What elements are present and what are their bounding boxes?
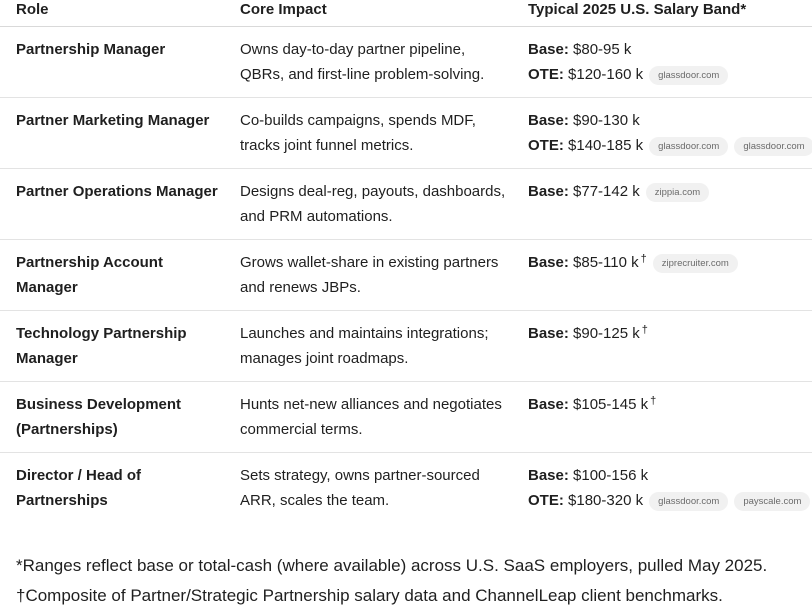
table-row — [0, 453, 812, 524]
core-impact-cell: Owns day-to-day partner pipeline, QBRs, and first-line problem-solving. — [240, 41, 485, 83]
role-cell: Partner Operations Manager — [16, 183, 218, 200]
core-impact-cell: Co-builds campaigns, spends MDF, tracks joint funnel metrics. — [240, 112, 476, 154]
ote-label: OTE: — [528, 66, 564, 83]
role-cell: Technology Partnership Manager — [16, 325, 187, 367]
ote-value: $180-320 k — [568, 492, 644, 509]
header-core-impact: Core Impact — [240, 1, 327, 18]
base-value: $80-95 k — [573, 41, 632, 58]
footnotes — [16, 551, 767, 611]
source-chip[interactable]: payscale.com — [734, 492, 810, 511]
table-row — [0, 311, 812, 382]
salary-cell — [528, 108, 812, 158]
table-row — [0, 27, 812, 98]
dagger-mark: † — [650, 395, 657, 407]
table-row — [0, 382, 812, 453]
base-value: $105-145 k — [573, 396, 649, 413]
dagger-mark: † — [641, 324, 648, 336]
base-pay-line — [528, 108, 812, 133]
salary-cell — [528, 250, 812, 275]
footnote-dagger: †Composite of Partner/Strategic Partnership salary data and ChannelLeap client benchmarks. — [16, 586, 723, 605]
role-cell: Partnership Account Manager — [16, 254, 163, 296]
dagger-mark: † — [640, 253, 647, 265]
ote-pay-line — [528, 133, 812, 158]
ote-label: OTE: — [528, 137, 564, 154]
core-impact-cell: Designs deal-reg, payouts, dashboards, and PRM automations. — [240, 183, 506, 225]
core-impact-cell: Hunts net-new alliances and negotiates commercial terms. — [240, 396, 502, 438]
source-chip[interactable]: zippia.com — [646, 183, 709, 202]
base-pay-line — [528, 250, 812, 275]
base-pay-line — [528, 37, 812, 62]
base-value: $100-156 k — [573, 467, 649, 484]
base-label: Base: — [528, 325, 569, 342]
core-impact-cell: Launches and maintains integrations; manages joint roadmaps. — [240, 325, 489, 367]
role-cell: Partnership Manager — [16, 41, 166, 58]
base-label: Base: — [528, 254, 569, 271]
base-pay-line — [528, 179, 812, 204]
table-header — [0, 0, 812, 27]
table-body — [0, 27, 812, 524]
core-impact-cell: Sets strategy, owns partner-sourced ARR, scales the team. — [240, 467, 480, 509]
role-cell: Business Development (Partnerships) — [16, 396, 182, 438]
salary-cell — [528, 463, 812, 513]
base-label: Base: — [528, 112, 569, 129]
table-row — [0, 240, 812, 311]
base-value: $90-130 k — [573, 112, 640, 129]
ote-pay-line — [528, 488, 812, 513]
base-value: $85-110 k — [573, 254, 639, 271]
base-pay-line — [528, 463, 812, 488]
base-value: $90-125 k — [573, 325, 640, 342]
footnote-ranges: *Ranges reflect base or total-cash (where available) across U.S. SaaS employers, pulled May 2025. — [16, 556, 768, 575]
table-row — [0, 98, 812, 169]
base-label: Base: — [528, 396, 569, 413]
ote-label: OTE: — [528, 492, 564, 509]
core-impact-cell: Grows wallet-share in existing partners and renews JBPs. — [240, 254, 499, 296]
ote-value: $120-160 k — [568, 66, 644, 83]
role-cell: Partner Marketing Manager — [16, 112, 210, 129]
base-label: Base: — [528, 467, 569, 484]
ote-value: $140-185 k — [568, 137, 644, 154]
source-chip[interactable]: glassdoor.com — [649, 137, 728, 156]
base-label: Base: — [528, 41, 569, 58]
header-role: Role — [16, 1, 49, 18]
role-cell: Director / Head of Partnerships — [16, 467, 142, 509]
source-chip[interactable]: glassdoor.com — [649, 66, 728, 85]
ote-pay-line — [528, 62, 812, 87]
source-chip[interactable]: glassdoor.com — [734, 137, 812, 156]
header-salary-band: Typical 2025 U.S. Salary Band* — [528, 1, 747, 18]
base-value: $77-142 k — [573, 183, 640, 200]
source-chip[interactable]: ziprecruiter.com — [653, 254, 738, 273]
table-row — [0, 169, 812, 240]
salary-cell — [528, 321, 812, 346]
salary-cell — [528, 37, 812, 87]
base-pay-line — [528, 392, 812, 417]
salary-cell — [528, 392, 812, 417]
base-pay-line — [528, 321, 812, 346]
salary-cell — [528, 179, 812, 204]
source-chip[interactable]: glassdoor.com — [649, 492, 728, 511]
base-label: Base: — [528, 183, 569, 200]
